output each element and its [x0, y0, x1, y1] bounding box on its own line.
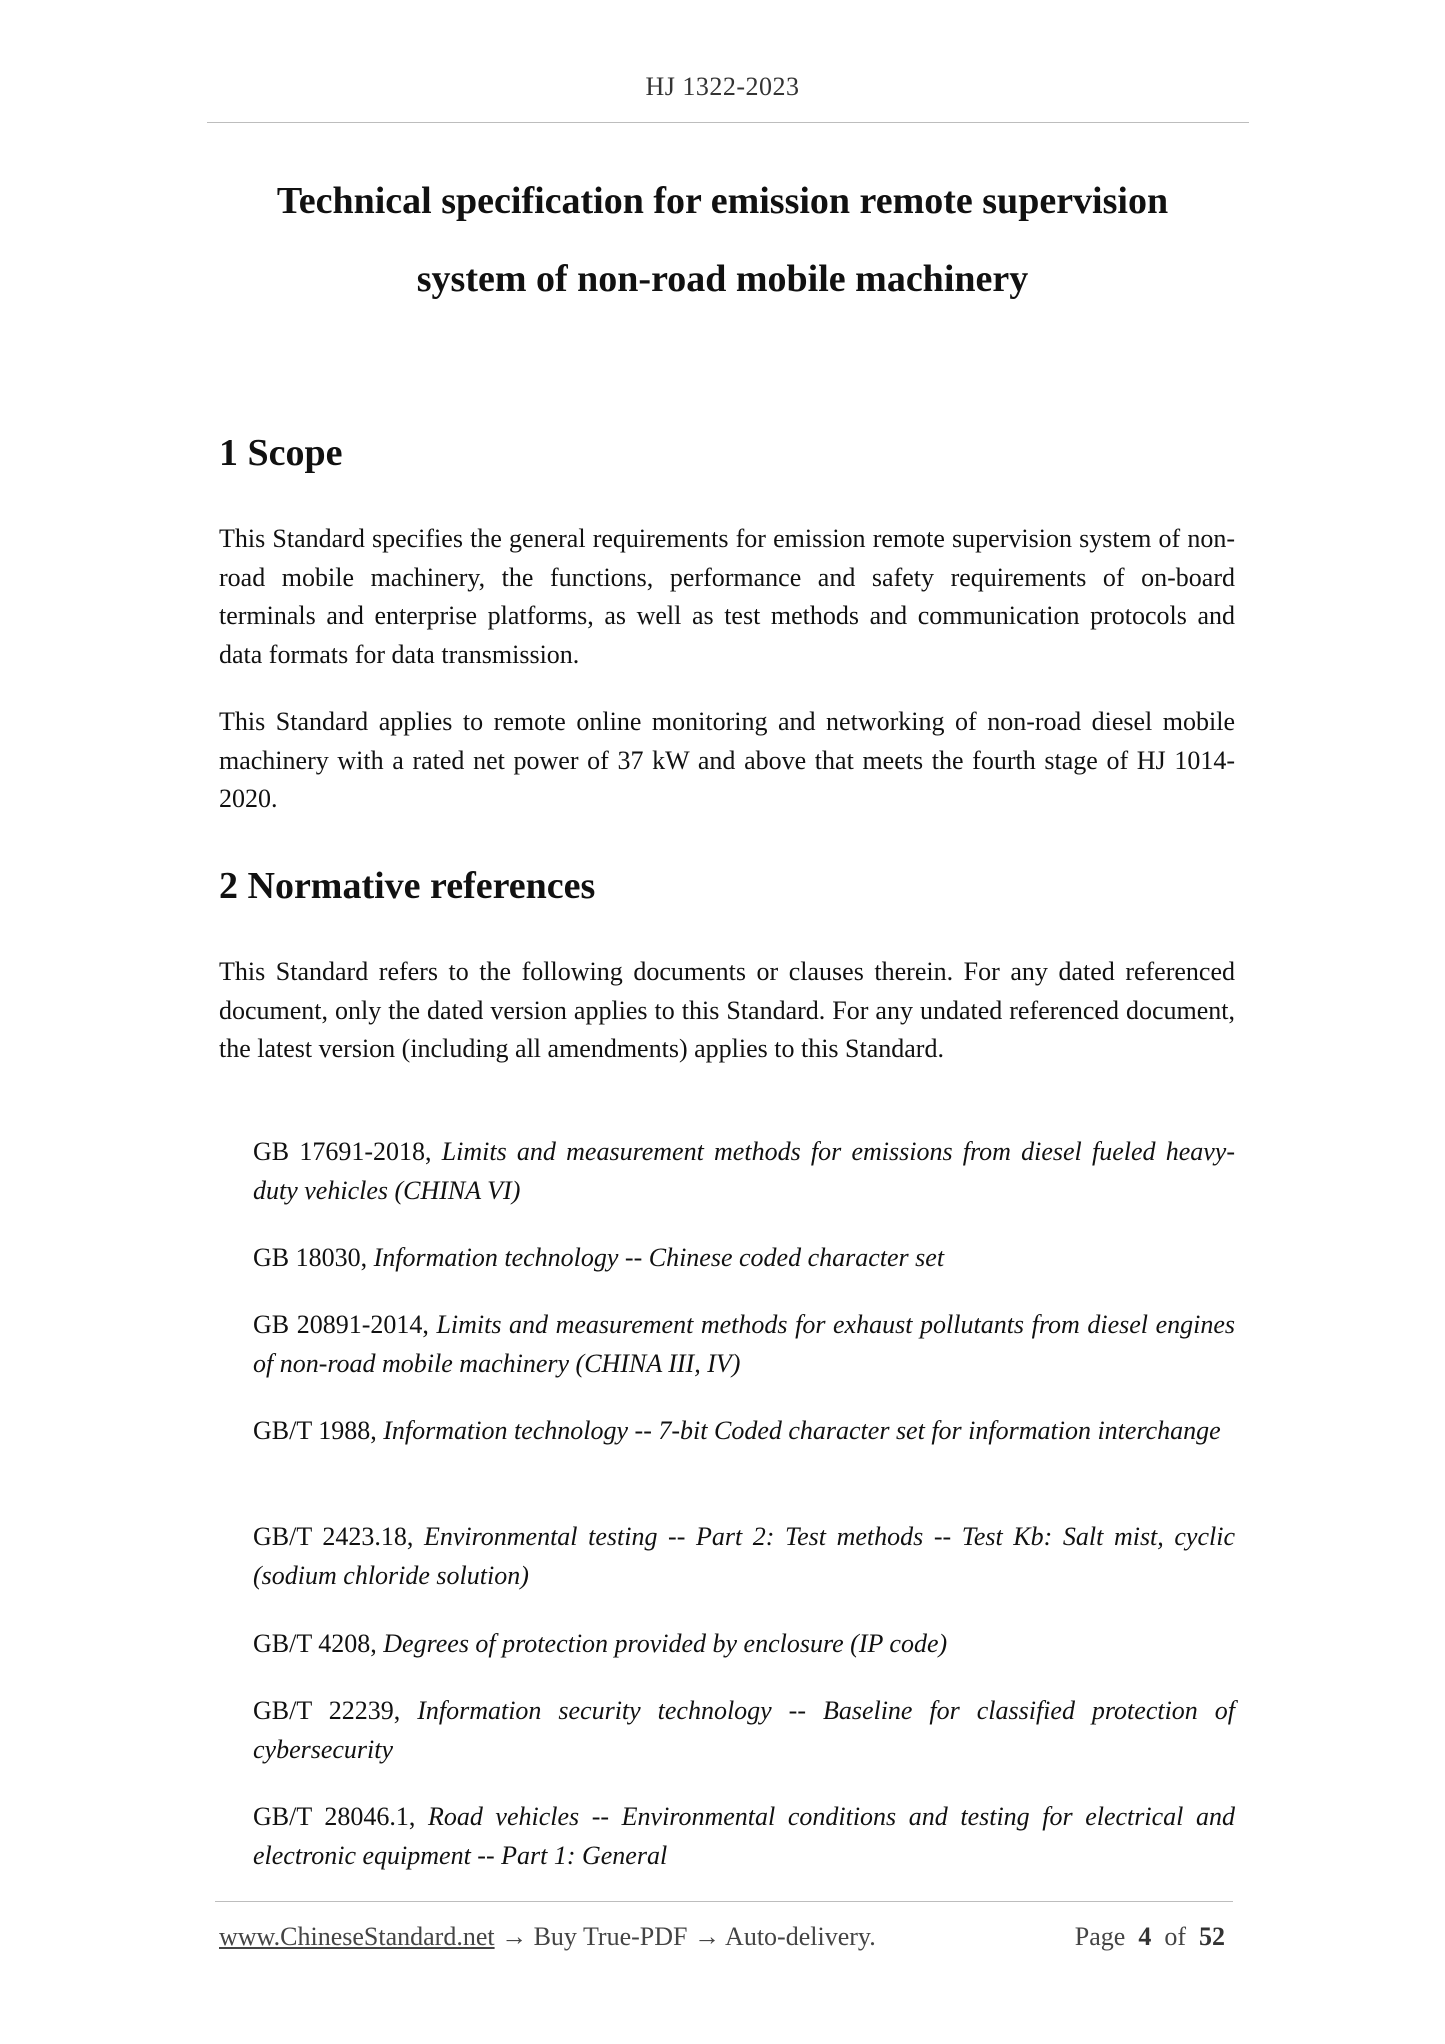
reference-code: GB/T 2423.18, [253, 1522, 424, 1551]
running-header: HJ 1322-2023 [645, 72, 800, 101]
reference-code: GB/T 22239, [253, 1696, 418, 1725]
reference-item [253, 1133, 1235, 1210]
reference-item [253, 1692, 1235, 1769]
reference-code: GB/T 4208, [253, 1629, 384, 1658]
page-prefix: Page [1074, 1922, 1126, 1951]
footer-promo [219, 1922, 876, 1952]
reference-item [253, 1798, 1235, 1875]
reference-item [253, 1239, 1235, 1278]
reference-code: GB 17691-2018, [253, 1137, 442, 1166]
page-total: 52 [1199, 1922, 1225, 1951]
scope-paragraph: This Standard specifies the general requirements for emission remote supervision system of non-road mobile machinery, the functions, performance and safety requirements of on-board terminals and enterprise platforms, as well as test methods and communication protocols and data formats for data transmission. [219, 524, 1235, 669]
page-number: 4 [1138, 1922, 1152, 1951]
normative-intro-paragraph: This Standard refers to the following documents or clauses therein. For any dated referenced document, only the dated version applies to this Standard. For any undated referenced document, the latest version (including all amendments) applies to this Standard. [219, 957, 1235, 1063]
reference-title: Limits and measurement methods for exhaust pollutants from diesel engines of non-road mobile machinery (CHINA III, IV) [253, 1310, 1235, 1378]
reference-title: Information technology -- Chinese coded character set [373, 1243, 945, 1272]
page-of: of [1164, 1922, 1186, 1951]
reference-title: Environmental testing -- Part 2: Test methods -- Test Kb: Salt mist, cyclic (sodium chloride solution) [253, 1522, 1235, 1590]
site-link[interactable]: www.ChineseStandard.net [219, 1922, 495, 1951]
document-title [180, 162, 1265, 318]
reference-item [253, 1412, 1235, 1451]
header-divider [207, 122, 1249, 123]
document-title-line-1: Technical specification for emission remote supervision [276, 180, 1169, 222]
section-heading-scope: 1 Scope [219, 432, 343, 474]
reference-item [253, 1518, 1235, 1595]
reference-title: Information security technology -- Baseline for classified protection of cybersecurity [253, 1696, 1235, 1764]
section-heading-normative-references: 2 Normative references [219, 865, 596, 907]
page-indicator [1075, 1922, 1225, 1952]
reference-item [253, 1625, 1235, 1664]
reference-code: GB 20891-2014, [253, 1310, 437, 1339]
reference-title: Information technology -- 7-bit Coded character set for information interchange [383, 1416, 1221, 1445]
reference-title: Limits and measurement methods for emissions from diesel fueled heavy-duty vehicles (CHINA VI) [253, 1137, 1235, 1205]
scope-paragraph: This Standard applies to remote online monitoring and networking of non-road diesel mobile machinery with a rated net power of 37 kW and above that meets the fourth stage of HJ 1014-2020. [219, 707, 1235, 813]
footer-promo-text: → Buy True-PDF → Auto-delivery. [494, 1922, 876, 1951]
document-title-line-2: system of non-road mobile machinery [416, 258, 1029, 300]
reference-code: GB/T 28046.1, [253, 1802, 428, 1831]
footer-divider [215, 1901, 1233, 1902]
reference-code: GB/T 1988, [253, 1416, 384, 1445]
reference-item [253, 1306, 1235, 1383]
reference-title: Degrees of protection provided by enclosure (IP code) [383, 1629, 948, 1658]
reference-code: GB 18030, [253, 1243, 374, 1272]
reference-title: Road vehicles -- Environmental conditions and testing for electrical and electronic equipment -- Part 1: General [253, 1802, 1235, 1870]
